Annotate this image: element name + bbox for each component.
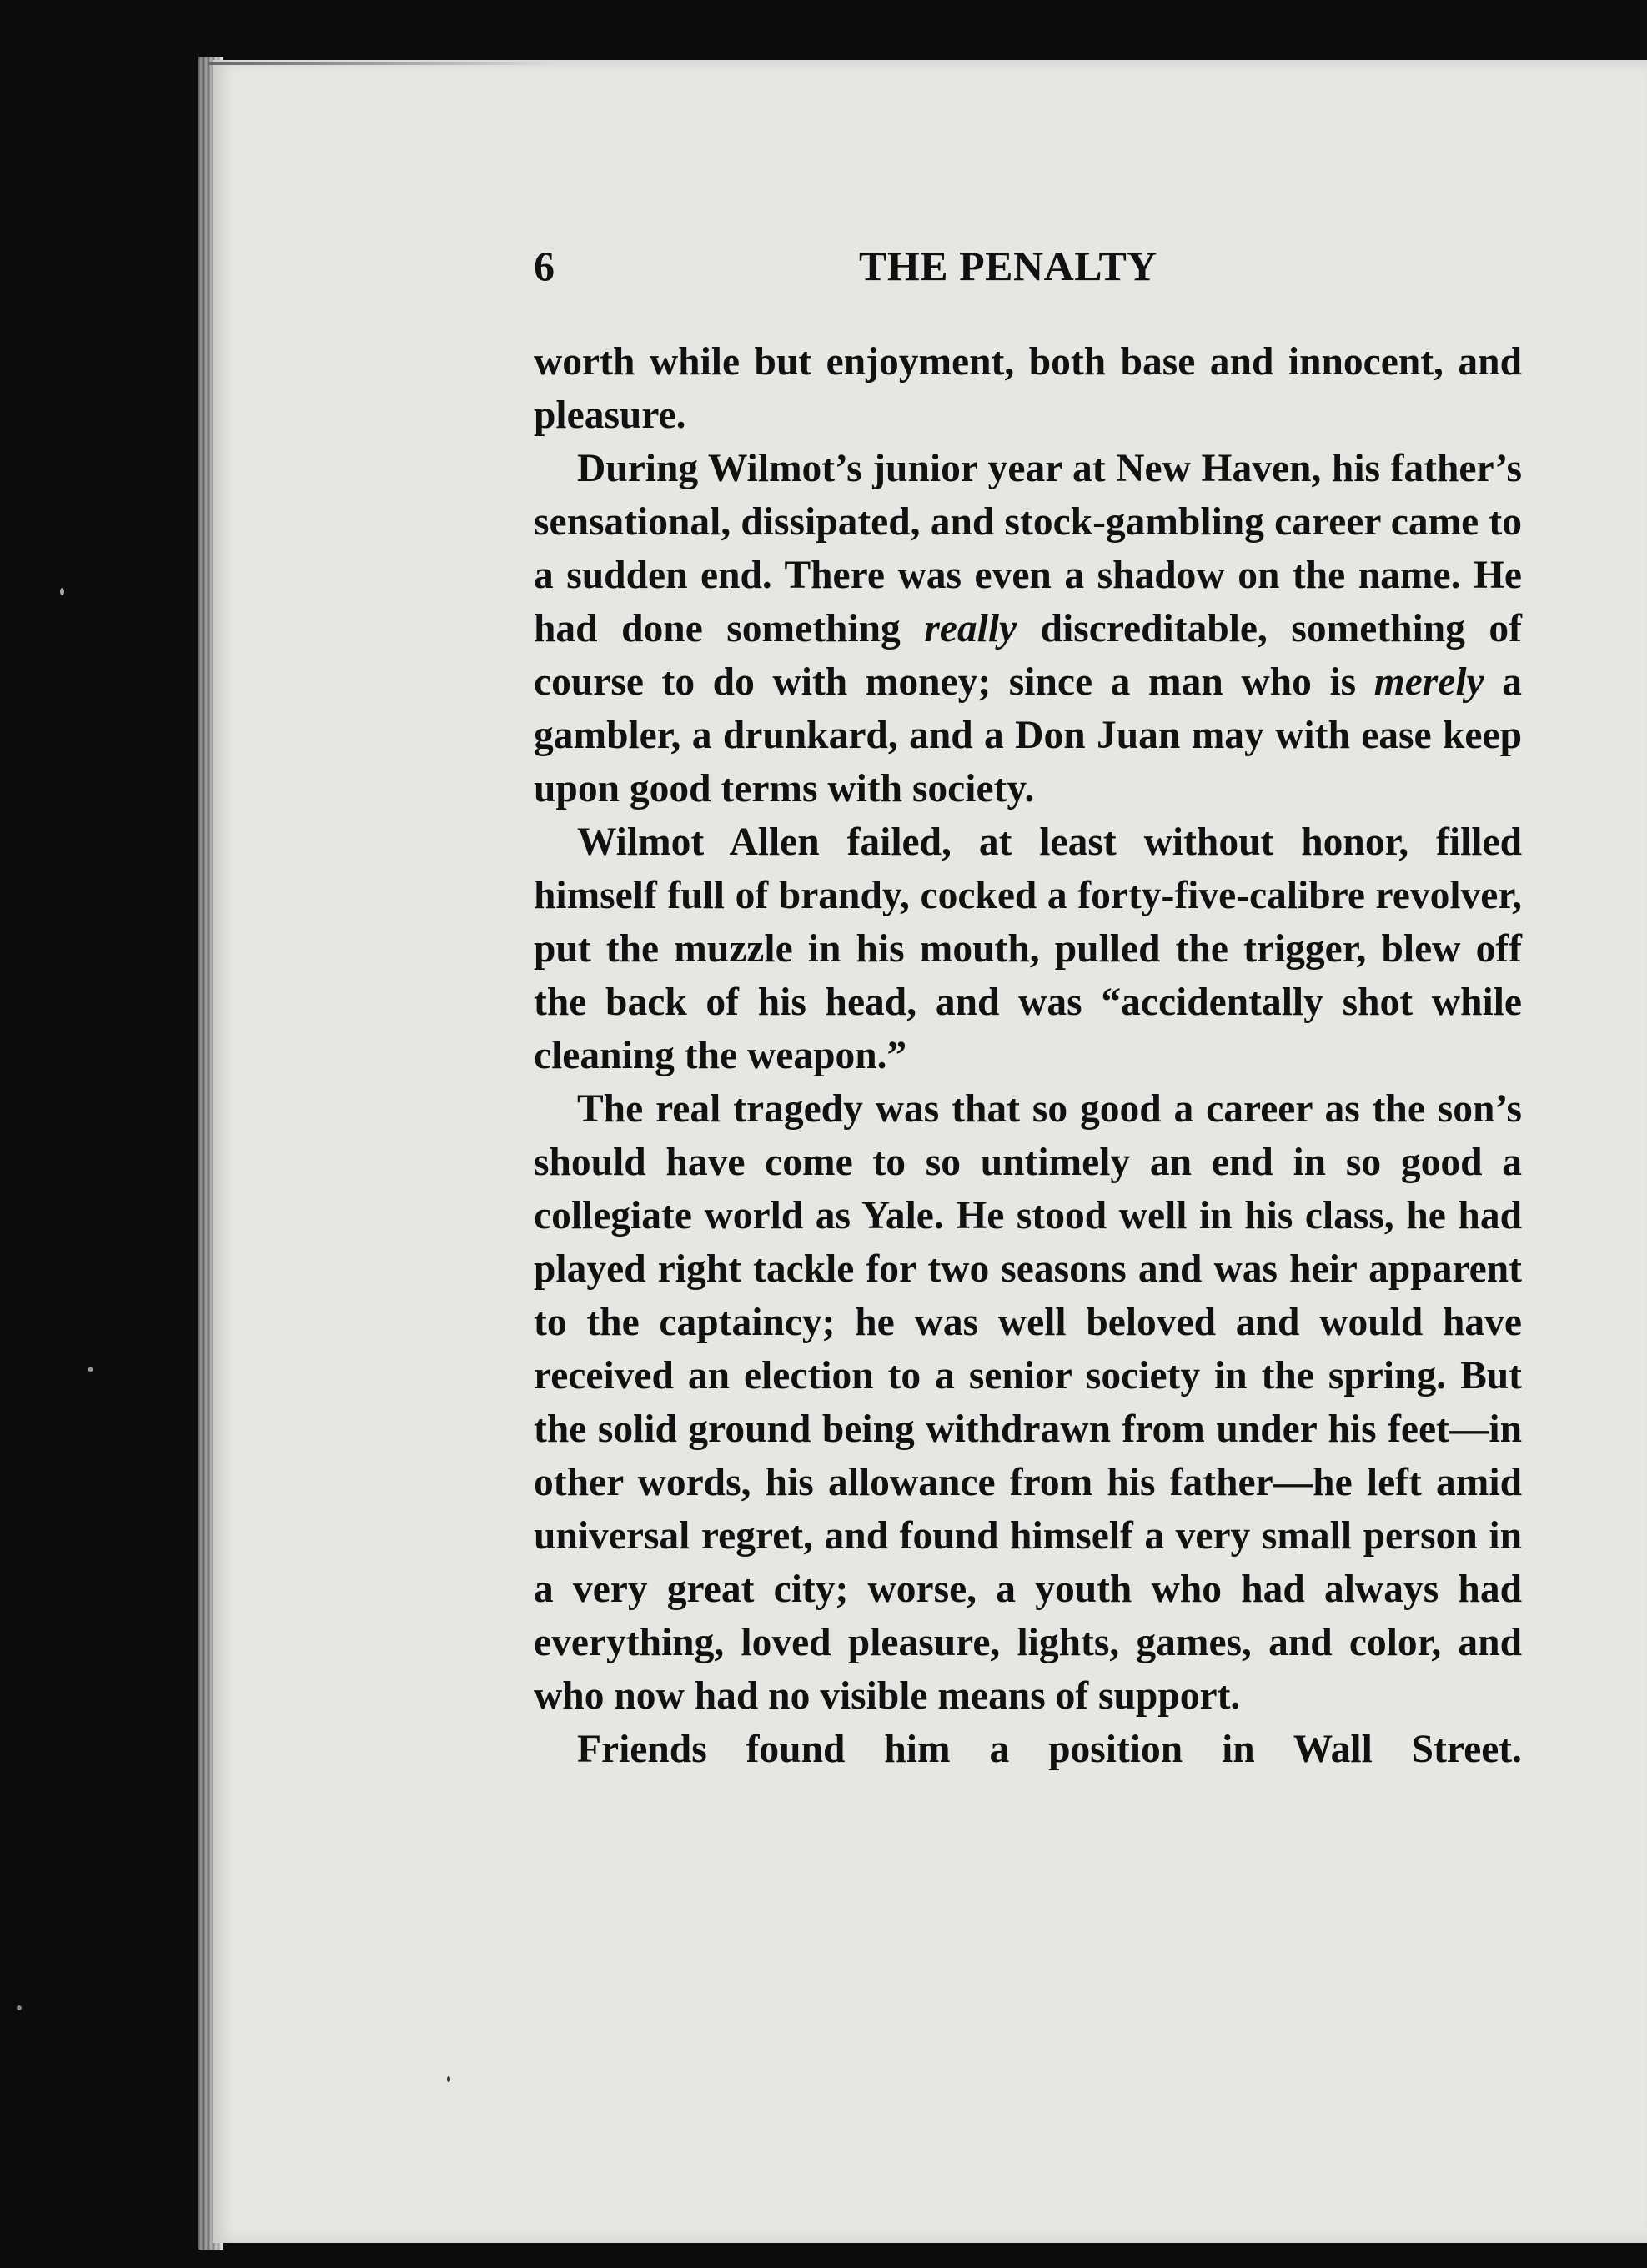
scan-speck [447,2076,450,2082]
paragraph-2-text-c: a gambler, a drunkard, and a Don Juan may with ease keep upon good terms with society. [534,660,1522,810]
paragraph-1: worth while but enjoyment, both base and innocent, and pleasure. [534,340,1522,437]
scan-speck [17,2005,22,2010]
running-title: THE PENALTY [859,243,1157,289]
paragraph-2-text-a: During Wilmot’s junior year at New Haven, his father’s sensational, dissipated, and stock-gambling career came to a sudden end. There was even a shadow on the name. He had done something [534,447,1522,650]
page-top-edge [208,62,559,65]
page-number: 6 [534,243,555,289]
emphasis-really: really [924,607,1017,650]
paragraph-5: Friends found him a position in Wall Street. [577,1728,1522,1771]
scan-speck [60,588,64,595]
scan-speck [88,1367,93,1372]
emphasis-merely: merely [1373,660,1484,704]
body-text [534,335,1522,1776]
paragraph-3: Wilmot Allen failed, at least without honor, filled himself full of brandy, cocked a forty-five-calibre revolver, put the muzzle in his mouth, pulled the trigger, blew off the back of his head, and was “accidentally shot while cleaning the weapon.” [534,820,1522,1077]
paragraph-2 [534,442,1522,815]
page-header [534,242,1522,292]
paragraph-2-text-b: discreditable, something of course to do with money; since a man who is [534,607,1522,704]
paragraph-4: The real tragedy was that so good a career as the son’s should have come to so untimely an end in so good a collegiate world as Yale. He stood well in his class, he had played right tackle for two seasons and was heir apparent to the captaincy; he was well beloved and would have received an election to a senior society in the spring. But the solid ground being withdrawn from under his feet—in other words, his allowance from his father—he left amid universal regret, and found himself a very small person in a very great city; worse, a youth who had always had everything, loved pleasure, lights, games, and color, and who now had no visible means of support. [534,1087,1522,1718]
